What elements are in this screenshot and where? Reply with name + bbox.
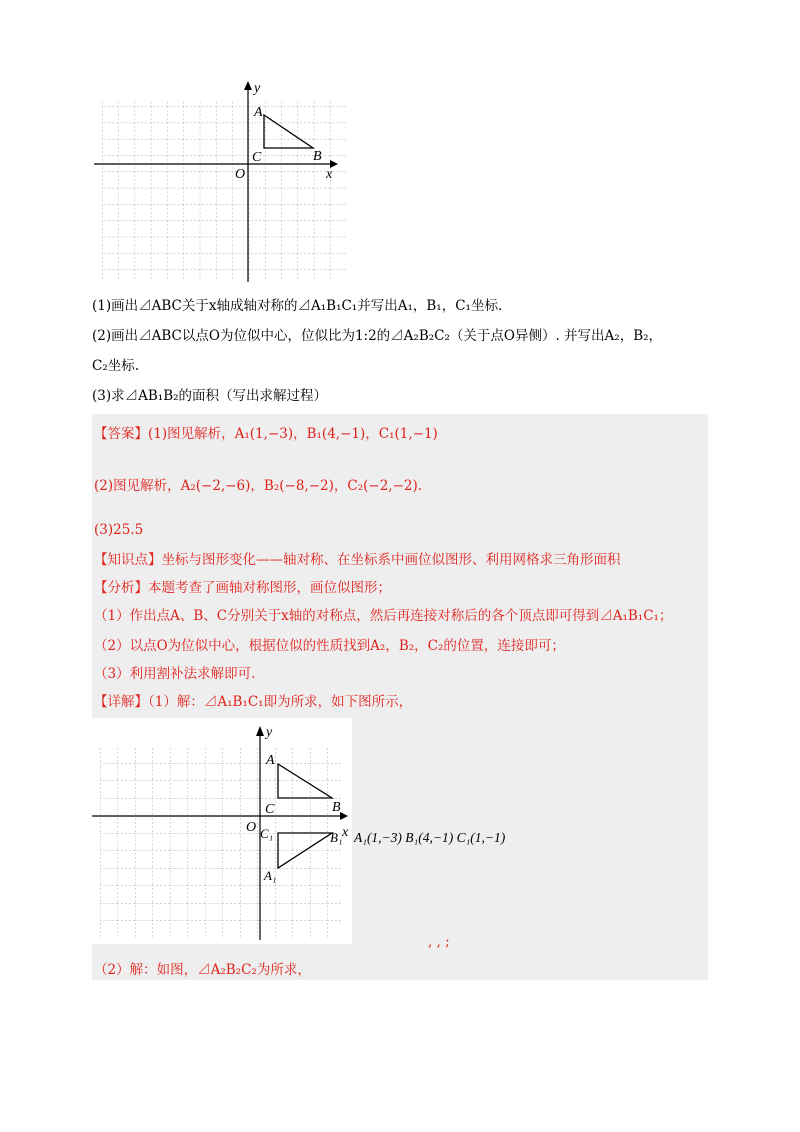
label-point-a: A [254,105,263,120]
answer-line-1: 【答案】(1)图见解析，A₁(1,−3)，B₁(4,−1)，C₁(1,−1) [94,426,438,442]
coordinate-grid-figure-1 [90,78,350,288]
label-origin: O [235,167,246,182]
question-3: (3)求⊿AB₁B₂的面积（写出求解过程） [92,388,328,404]
y-axis-arrow-icon-2 [256,726,264,736]
answer-line-2: (2)图见解析，A₂(−2,−6)，B₂(−8,−2)，C₂(−2,−2). [94,478,423,494]
analysis-title: 【分析】本题考查了画轴对称图形，画位似图形； [94,580,391,596]
label-point-a1: A₁ [264,868,277,883]
label-x-2: x [342,825,349,840]
label-x: x [326,167,333,182]
grid-background [102,100,346,280]
x-axis-arrow-icon-2 [340,812,348,820]
label-y: y [254,81,261,96]
label-origin-2: O [246,820,257,835]
analysis-step-3: （3）利用割补法求解即可. [94,666,256,682]
question-1: (1)画出⊿ABC关于x轴成轴对称的⊿A₁B₁C₁并写出A₁，B₁，C₁坐标. [92,298,503,314]
label-point-c-2: C [265,802,275,817]
label-y-2: y [266,725,273,740]
detail-punctuation: , , ; [428,934,450,950]
grid-background-2 [100,746,342,938]
label-point-c: C [252,150,262,165]
y-axis-arrow-icon [244,81,252,90]
question-2-line-2: C₂坐标. [92,358,140,374]
question-2-line-1: (2)画出⊿ABC以点O为位似中心，位似比为1:2的⊿A₂B₂C₂（关于点O异侧）. 并写出A₂，B₂， [92,328,663,344]
label-point-c1: C₁ [260,826,274,841]
label-point-b1: B₁ [330,830,343,845]
label-point-b: B [313,149,322,164]
label-point-b-2: B [332,800,341,815]
analysis-step-2: （2）以点O为位似中心，根据位似的性质找到A₂，B₂，C₂的位置，连接即可； [94,638,565,654]
coordinate-grid-figure-2 [92,718,352,944]
knowledge-point: 【知识点】坐标与图形变化——轴对称、在坐标系中画位似图形、利用网格求三角形面积 [94,552,621,568]
detail-line-1: 【详解】（1）解：⊿A₁B₁C₁即为所求，如下图所示， [94,694,413,710]
detail-coordinates: A₁(1,−3) B₁(4,−1) C₁(1,−1) [354,830,506,845]
label-point-a-2: A [266,753,275,768]
answer-line-3: (3)25.5 [94,522,144,538]
detail-line-2: （2）解：如图，⊿A₂B₂C₂为所求， [94,962,311,978]
analysis-step-1: （1）作出点A、B、C分别关于x轴的对称点，然后再连接对称后的各个顶点即可得到⊿A₁B₁C₁； [94,608,673,624]
